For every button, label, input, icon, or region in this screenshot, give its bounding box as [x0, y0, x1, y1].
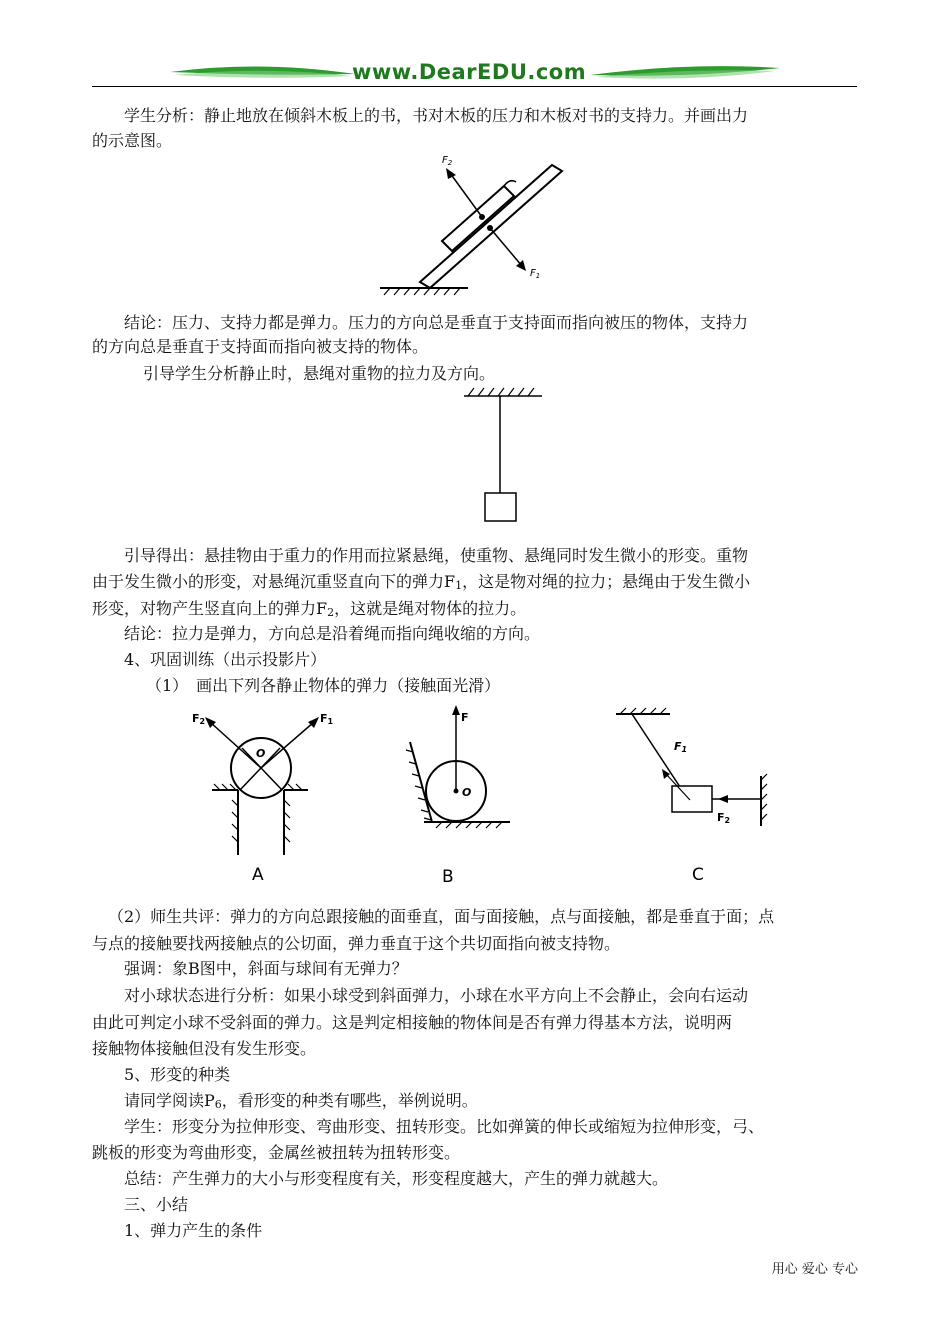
- text-line: 结论：压力、支持力都是弹力。压力的方向总是垂直于支持面而指向被压的物体，支持力: [124, 313, 749, 332]
- text-line: 由此可判定小球不受斜面的弹力。这是判定相接触的物体间是否有弹力得基本方法，说明两: [92, 1013, 733, 1032]
- label-f1: $F_1$: [530, 268, 541, 280]
- text-line: 的示意图。: [92, 131, 173, 150]
- text-line: 5、形变的种类: [124, 1065, 231, 1084]
- text-line: 1、弹力产生的条件: [124, 1221, 263, 1240]
- text-line: 的方向总是垂直于支持面而指向被支持的物体。: [92, 337, 429, 356]
- figure-abc: [180, 700, 780, 895]
- text-line: 由于发生微小的形变，对悬绳沉重竖直向下的弹力$F_1$，这是物对绳的拉力；悬绳由于发生微小: [92, 572, 751, 592]
- label-o: O: [256, 747, 266, 760]
- text-line: 跳板的形变为弯曲形变，金属丝被扭转为扭转形变。: [92, 1143, 461, 1162]
- text-line: 对小球状态进行分析：如果小球受到斜面弹力，小球在水平方向上不会静止，会向右运动: [124, 986, 749, 1005]
- text-line: 引导得出：悬挂物由于重力的作用而拉紧悬绳，使重物、悬绳同时发生微小的形变。重物: [124, 546, 749, 565]
- text-line: 学生分析：静止地放在倾斜木板上的书，书对木板的压力和木板对书的支持力。并画出力: [124, 106, 749, 125]
- text-line: 与点的接触要找两接触点的公切面，弹力垂直于这个共切面指向被支持物。: [92, 934, 621, 953]
- footer-text: 用心 爱心 专心: [771, 1262, 858, 1277]
- text-line: 学生：形变分为拉伸形变、弯曲形变、扭转形变。比如弹簧的伸长或缩短为拉伸形变，弓、: [124, 1117, 765, 1136]
- label-f1: F1: [320, 712, 334, 726]
- inline-f2: $F_2$: [316, 599, 335, 619]
- text-line: （2）师生共评：弹力的方向总跟接触的面垂直，面与面接触，点与面接触，都是垂直于面；点: [108, 907, 775, 926]
- text-line: 强调：象B图中，斜面与球间有无弹力？: [124, 959, 408, 978]
- label-f: F: [461, 711, 469, 724]
- text-line: 三、小结: [124, 1195, 189, 1214]
- text-line: 接触物体接触但没有发生形变。: [92, 1039, 317, 1058]
- label-f2: $F_2$: [442, 155, 453, 167]
- text-line: 请同学阅读$P_6$，看形变的种类有哪些，举例说明。: [124, 1091, 478, 1111]
- header-rule: [92, 86, 857, 87]
- inline-f1: $F_1$: [444, 572, 463, 592]
- header-logo-text: www.DearEDU.com: [352, 60, 587, 84]
- figure-book-on-incline: [370, 148, 585, 296]
- figure-c-block-with-rope: [616, 708, 767, 885]
- label-f1: F1: [674, 740, 688, 754]
- text-line: （1） 画出下列各静止物体的弹力（接触面光滑）: [146, 676, 501, 695]
- label-f2: F2: [192, 712, 206, 726]
- text-line: 结论：拉力是弹力，方向总是沿着绳而指向绳收缩的方向。: [124, 624, 541, 643]
- text-line: 形变，对物产生竖直向上的弹力$F_2$，这就是绳对物体的拉力。: [92, 599, 527, 619]
- text-line: 总结：产生弹力的大小与形变程度有关，形变程度越大，产生的弹力就越大。: [124, 1169, 669, 1188]
- figure-a-ball-between-supports: [192, 712, 334, 885]
- caption-c: C: [692, 865, 704, 885]
- figure-b-ball-on-incline: [406, 705, 510, 887]
- inline-p6: $P_6$: [204, 1091, 222, 1111]
- text-line: 4、巩固训练（出示投影片）: [124, 650, 327, 669]
- caption-b: B: [442, 867, 454, 887]
- label-o: O: [462, 786, 472, 799]
- caption-a: A: [252, 865, 264, 885]
- text-line: 引导学生分析静止时，悬绳对重物的拉力及方向。: [143, 364, 496, 383]
- figure-hanging-weight: [458, 386, 548, 526]
- label-f2: F2: [717, 811, 731, 825]
